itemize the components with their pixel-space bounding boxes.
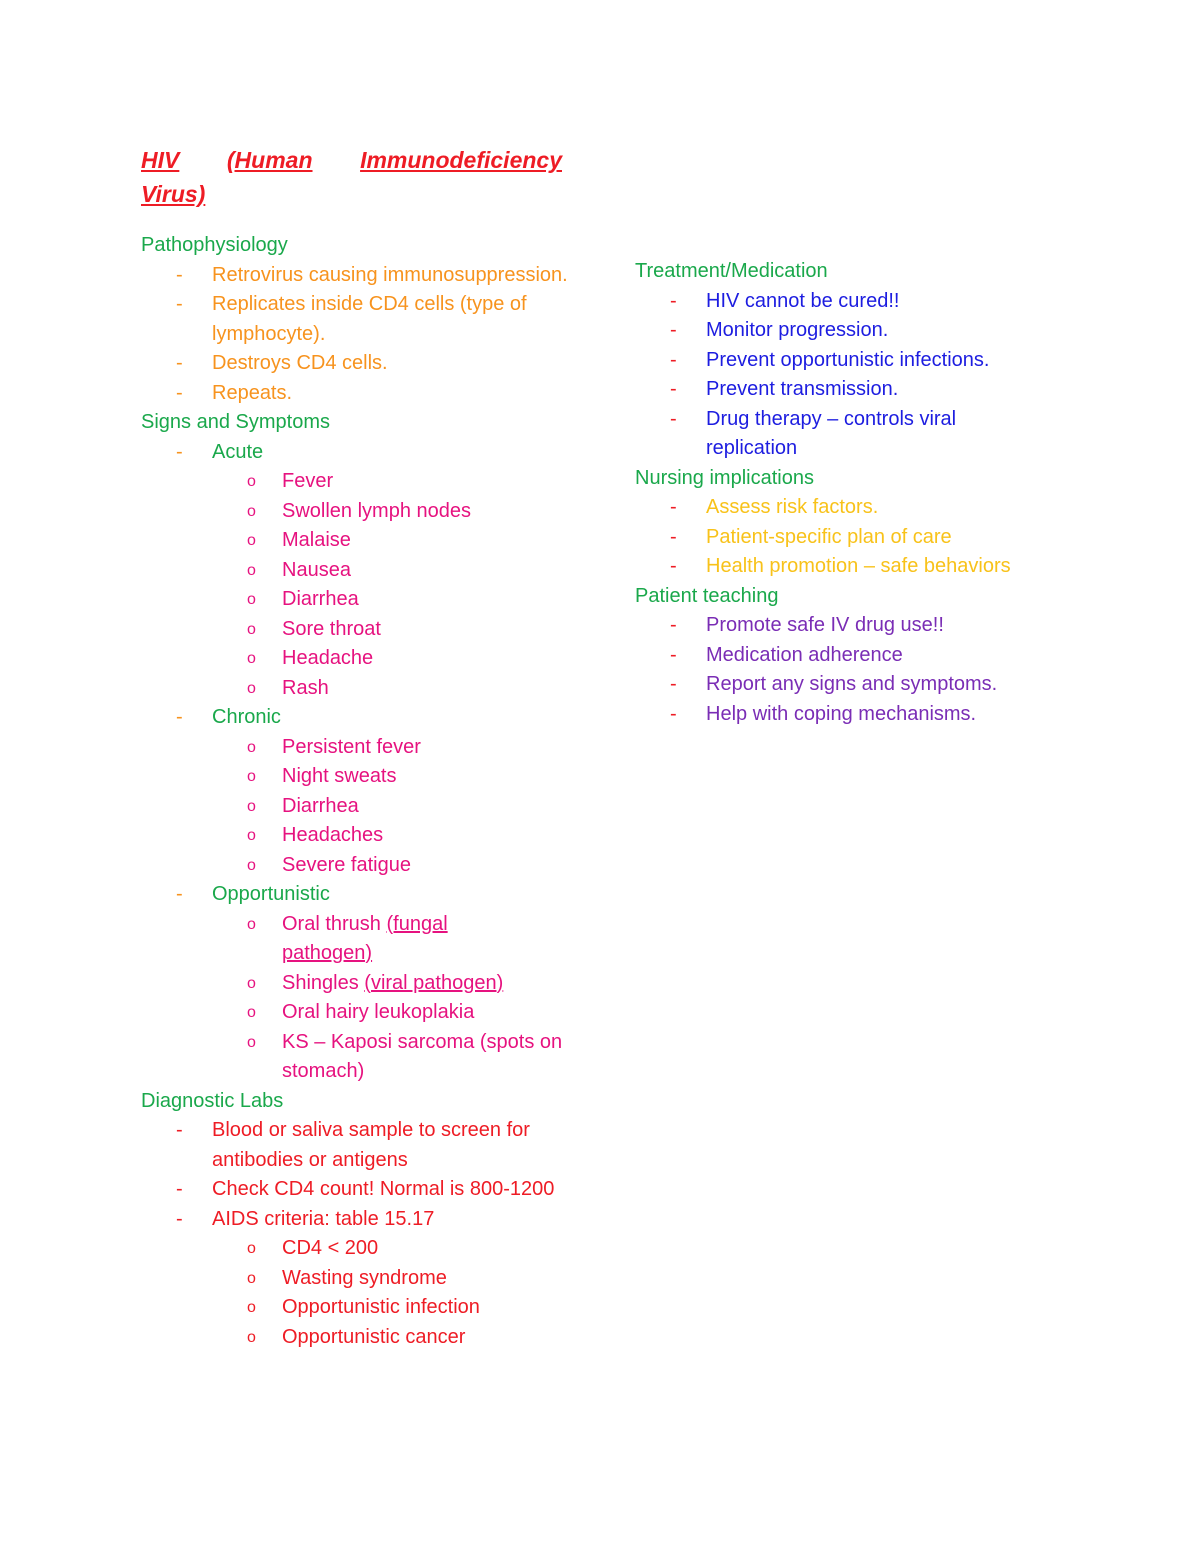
list-item [141, 1234, 571, 1264]
chronic-label: Chronic [212, 706, 281, 728]
circle-bullet: o [247, 561, 256, 579]
list-item-text: Nausea [282, 558, 351, 581]
list-item [141, 969, 571, 999]
dash-bullet: - [670, 525, 677, 548]
dash-bullet: - [176, 293, 183, 315]
title-word-immunodeficiency: Immunodeficiency [360, 147, 562, 173]
list-item-text: Oral hairy leukoplakia [282, 1001, 475, 1023]
signs-list [141, 438, 571, 1087]
dash-bullet: - [176, 263, 183, 286]
circle-bullet: o [247, 856, 256, 874]
list-item [141, 792, 571, 822]
list-item-text: Headaches [282, 824, 384, 846]
left-column [141, 143, 571, 1352]
circle-bullet: o [247, 650, 256, 667]
list-item-text: Retrovirus causing immunosuppression. [212, 263, 568, 286]
circle-bullet: o [247, 827, 256, 844]
treatment-list [635, 287, 1095, 464]
list-item-text: Drug therapy – controls viral replication [706, 407, 957, 459]
list-item-text: Report any signs and symptoms. [706, 673, 998, 695]
treatment-heading: Treatment/Medication [635, 260, 828, 282]
list-item [141, 851, 571, 881]
pathophysiology-list [141, 261, 571, 409]
list-item [141, 290, 571, 349]
circle-bullet: o [247, 915, 256, 933]
chronic-group [141, 703, 571, 880]
list-item [141, 821, 571, 851]
opportunistic-list [212, 910, 571, 1087]
dash-bullet: - [176, 1207, 183, 1230]
list-item [141, 910, 571, 969]
dash-bullet: - [670, 378, 677, 400]
list-item [141, 467, 571, 497]
list-item-text: Wasting syndrome [282, 1266, 447, 1289]
list-item-text: Diarrhea [282, 588, 359, 610]
list-item [141, 1264, 571, 1294]
list-item-text: CD4 < 200 [282, 1237, 379, 1259]
dash-bullet: - [670, 702, 677, 725]
nursing-heading: Nursing implications [635, 466, 814, 489]
dash-bullet: - [176, 440, 183, 463]
list-item [635, 287, 1095, 317]
list-item-text: Check CD4 count! Normal is 800-1200 [212, 1178, 555, 1200]
list-item-text: Prevent opportunistic infections. [706, 348, 990, 371]
chronic-list [212, 733, 571, 881]
list-item-text: Swollen lymph nodes [282, 499, 471, 522]
circle-bullet: o [247, 1240, 256, 1257]
dash-bullet: - [670, 348, 677, 371]
list-item-text: Persistent fever [282, 735, 421, 758]
list-item [635, 611, 1095, 641]
list-item [635, 700, 1095, 730]
dash-bullet: - [176, 381, 183, 404]
list-item [635, 405, 1095, 464]
dash-bullet: - [670, 614, 677, 636]
circle-bullet: o [247, 473, 256, 490]
list-item [635, 641, 1095, 671]
list-item [141, 1323, 571, 1353]
list-item [141, 526, 571, 556]
title-word-human: (Human [226, 147, 313, 173]
circle-bullet: o [247, 1328, 256, 1346]
dash-bullet: - [176, 883, 183, 905]
circle-bullet: o [247, 591, 256, 608]
dash-bullet: - [176, 706, 183, 728]
list-item [635, 523, 1095, 553]
list-item [635, 346, 1095, 376]
title-word-hiv: HIV [141, 147, 180, 173]
acute-label: Acute [212, 440, 264, 463]
list-item-text: Medication adherence [706, 643, 903, 666]
title-line-2: Virus) [141, 181, 206, 207]
list-item-text: Severe fatigue [282, 853, 411, 876]
list-item-text: KS – Kaposi sarcoma (spots on stomach) [282, 1030, 563, 1082]
teaching-heading: Patient teaching [635, 584, 779, 607]
list-item-text: Oral thrush [282, 912, 387, 935]
dash-bullet: - [176, 1119, 183, 1141]
dash-bullet: - [670, 643, 677, 666]
dash-bullet: - [670, 673, 677, 695]
list-item-text: Promote safe IV drug use!! [706, 614, 944, 636]
list-item-text: Opportunistic infection [282, 1296, 480, 1318]
opportunistic-label: Opportunistic [212, 883, 330, 905]
list-item [141, 349, 571, 379]
circle-bullet: o [247, 1269, 256, 1287]
acute-list [212, 467, 571, 703]
list-item [141, 1175, 571, 1205]
teaching-list [635, 611, 1095, 729]
list-item [141, 615, 571, 645]
circle-bullet: o [247, 738, 256, 756]
list-item [141, 998, 571, 1028]
list-item [141, 556, 571, 586]
list-item-text: Prevent transmission. [706, 378, 899, 400]
list-item [141, 1205, 571, 1353]
circle-bullet: o [247, 768, 256, 785]
nursing-list [635, 493, 1095, 582]
dash-bullet: - [670, 319, 677, 341]
list-item-text: Headache [282, 647, 374, 669]
list-item [141, 497, 571, 527]
list-item-text: Repeats. [212, 381, 293, 404]
list-item [141, 585, 571, 615]
circle-bullet: o [247, 797, 256, 815]
list-item-text: Fever [282, 470, 334, 492]
dash-bullet: - [670, 407, 677, 430]
list-item [635, 552, 1095, 582]
list-item [141, 261, 571, 291]
circle-bullet: o [247, 502, 256, 520]
list-item-text: Health promotion – safe behaviors [706, 555, 1011, 577]
list-item [635, 375, 1095, 405]
circle-bullet: o [247, 1033, 256, 1051]
list-item-text: Shingles [282, 971, 365, 994]
list-item-text: Assess risk factors. [706, 496, 879, 518]
list-item-text: AIDS criteria: table 15.17 [212, 1207, 435, 1230]
list-item-text: Malaise [282, 529, 351, 551]
circle-bullet: o [247, 620, 256, 638]
diagnostic-heading: Diagnostic Labs [141, 1089, 284, 1112]
list-item-text: Patient-specific plan of care [706, 525, 952, 548]
list-item [635, 316, 1095, 346]
list-item-text: Blood or saliva sample to screen for antibodies or antigens [212, 1119, 530, 1171]
list-item-text: Rash [282, 676, 329, 699]
list-item-text: Diarrhea [282, 794, 359, 817]
list-item-text: Opportunistic cancer [282, 1325, 466, 1348]
pathophysiology-heading: Pathophysiology [141, 234, 288, 256]
aids-criteria-list [212, 1234, 571, 1352]
list-item [141, 733, 571, 763]
list-item-text: Replicates inside CD4 cells (type of lymphocyte). [212, 293, 527, 345]
opportunistic-group [141, 880, 571, 1087]
list-item [141, 379, 571, 409]
dash-bullet: - [670, 555, 677, 577]
list-item-text: Monitor progression. [706, 319, 889, 341]
list-item-text: Destroys CD4 cells. [212, 352, 388, 374]
right-column [635, 257, 1095, 729]
dash-bullet: - [176, 1178, 183, 1200]
list-item [141, 1116, 571, 1175]
dash-bullet: - [670, 496, 677, 518]
diagnostic-list [141, 1116, 571, 1352]
dash-bullet: - [670, 289, 677, 312]
list-item-text: HIV cannot be cured!! [706, 289, 900, 312]
list-item [141, 674, 571, 704]
fungal-pathogen-note: (fungal pathogen) [282, 912, 448, 964]
page-title [141, 143, 571, 211]
signs-heading: Signs and Symptoms [141, 411, 330, 433]
list-item-text: Help with coping mechanisms. [706, 702, 977, 725]
list-item [141, 762, 571, 792]
list-item [635, 493, 1095, 523]
circle-bullet: o [247, 532, 256, 549]
list-item [141, 644, 571, 674]
list-item [141, 1028, 571, 1087]
list-item [141, 1293, 571, 1323]
dash-bullet: - [176, 352, 183, 374]
list-item [635, 670, 1095, 700]
circle-bullet: o [247, 1299, 256, 1316]
circle-bullet: o [247, 974, 256, 992]
list-item-text: Sore throat [282, 617, 381, 640]
circle-bullet: o [247, 1004, 256, 1021]
acute-group [141, 438, 571, 704]
list-item-text: Night sweats [282, 765, 397, 787]
viral-pathogen-note: (viral pathogen) [364, 971, 504, 994]
circle-bullet: o [247, 679, 256, 697]
